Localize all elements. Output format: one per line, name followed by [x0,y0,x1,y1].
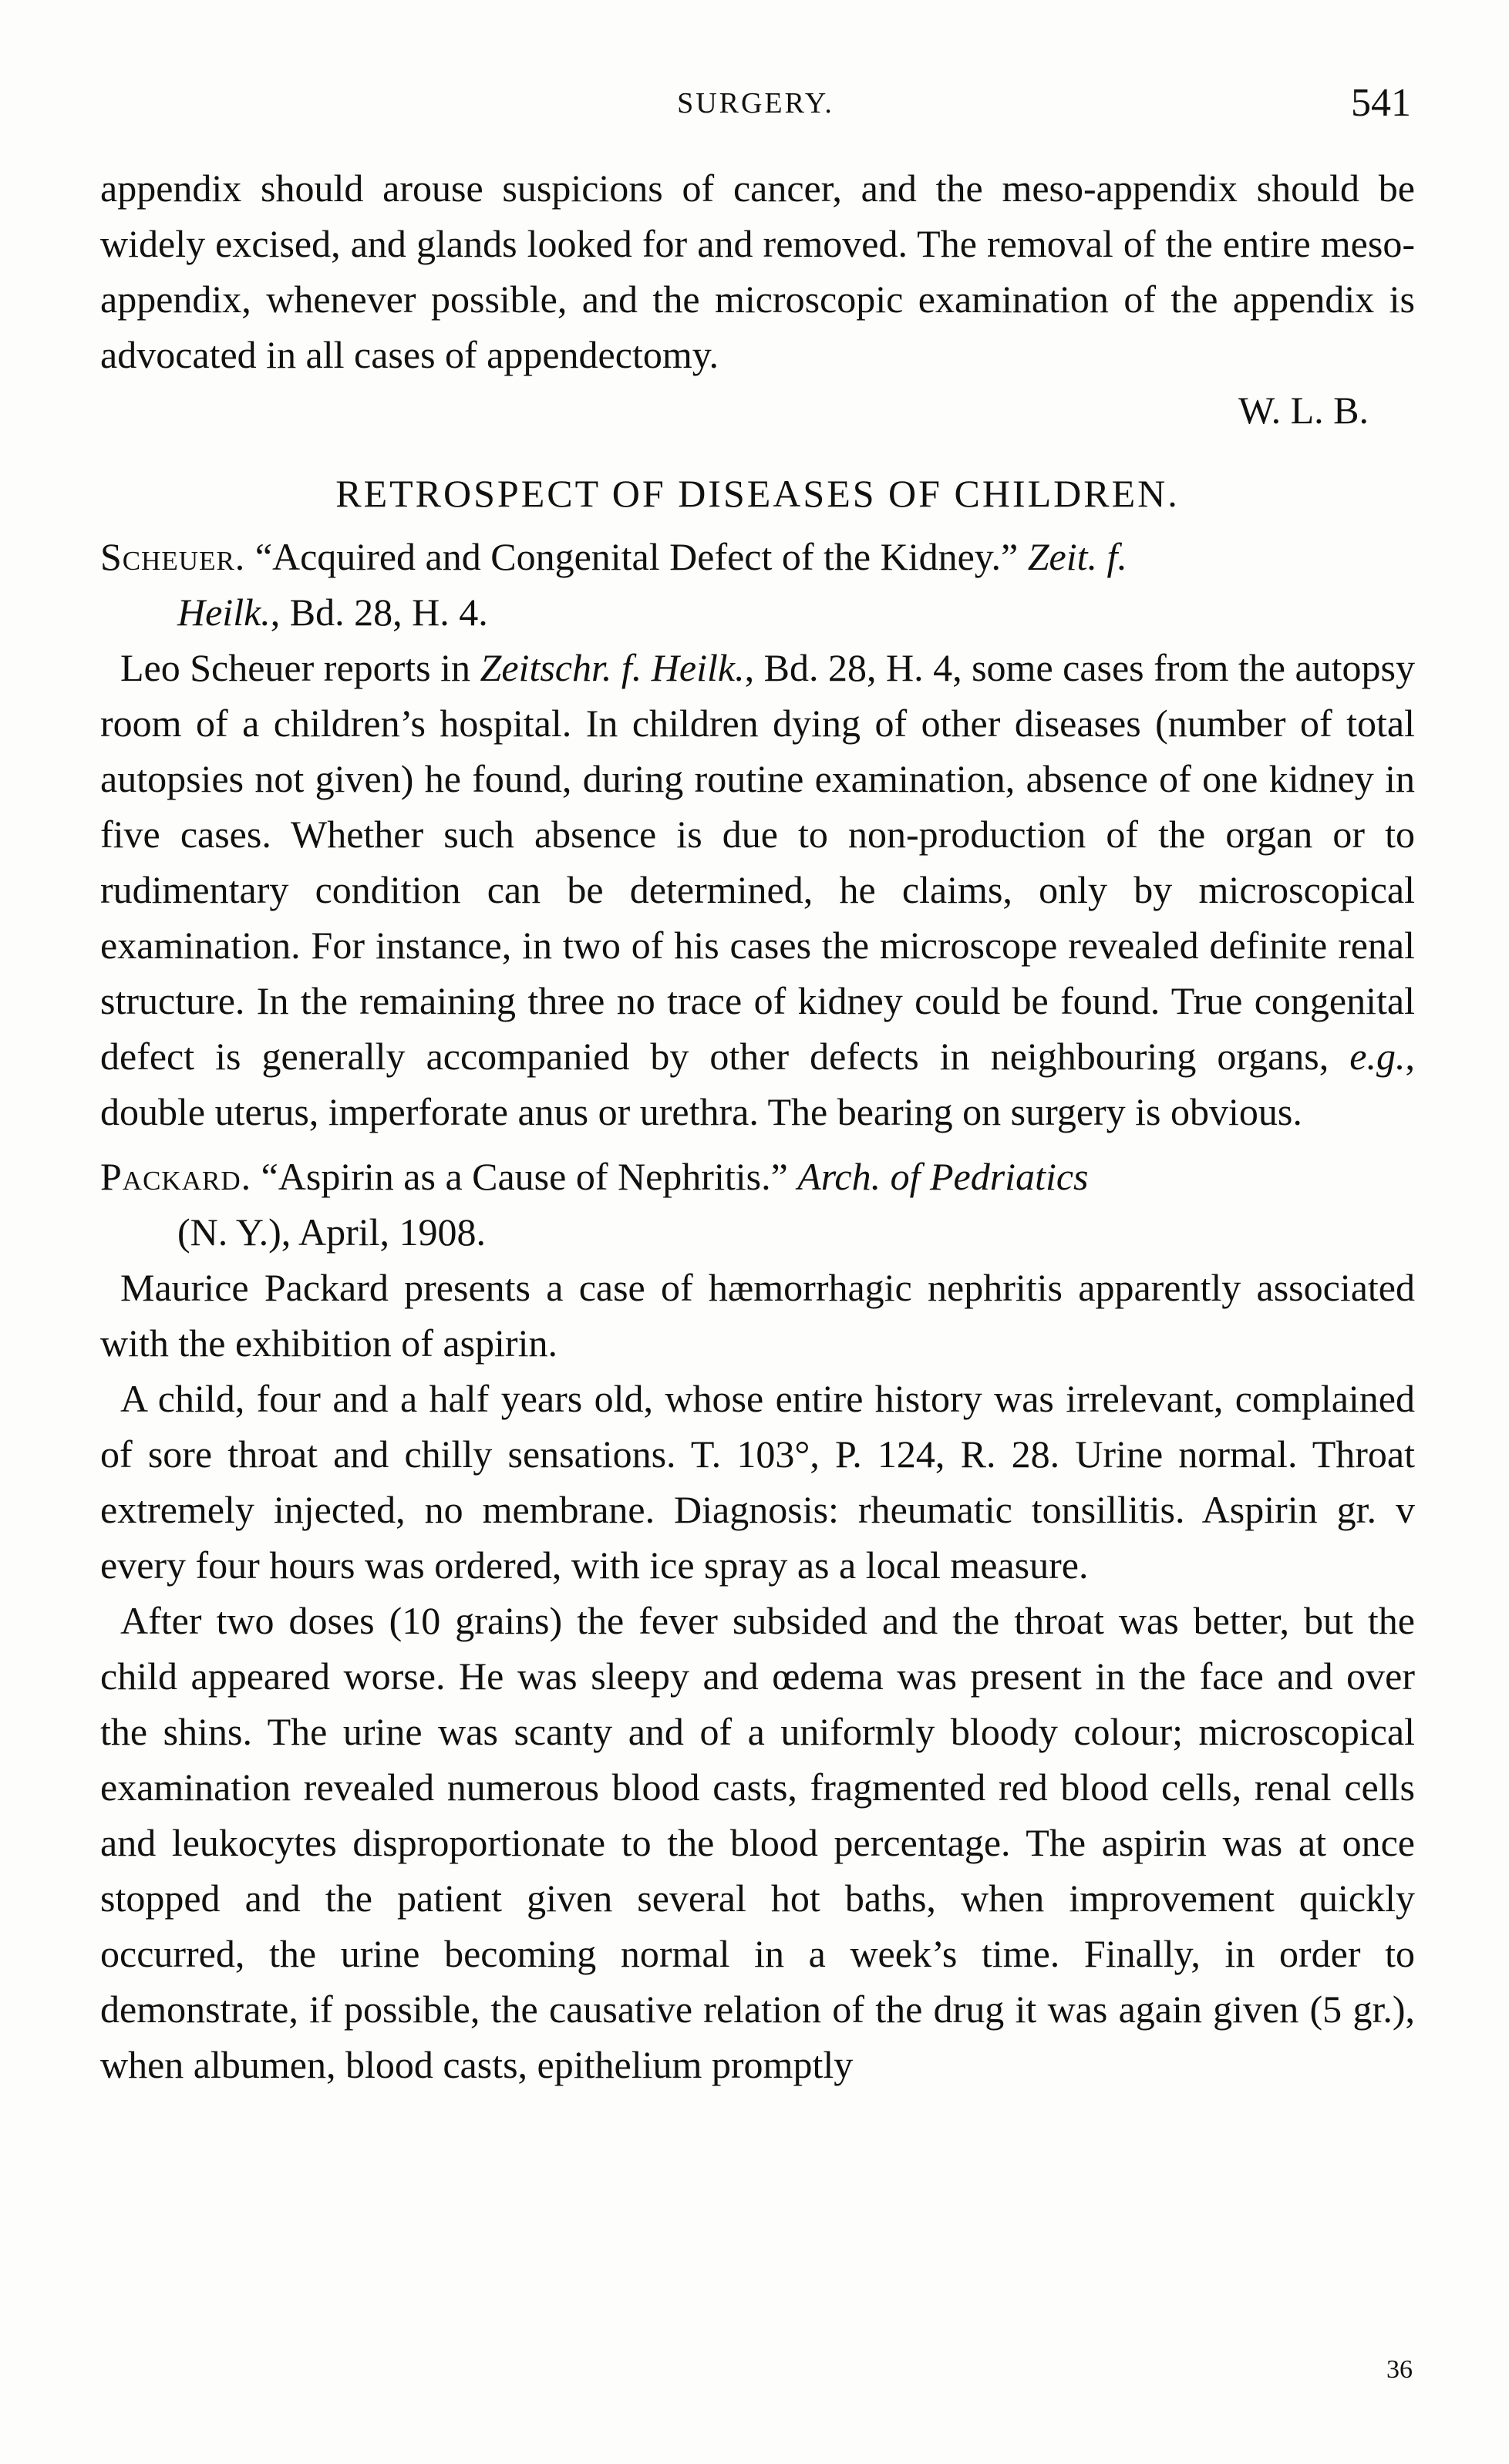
citation-scheuer [100,529,1415,640]
running-title: SURGERY. [677,87,834,119]
paragraph-scheuer [100,640,1415,1139]
author-initials: W. L. B. [1238,389,1369,432]
running-head [100,80,1411,142]
paragraph-continuation: appendix should arouse suspicions of cancer, and the meso-appendix should be widely excised, and glands looked for and removed. The removal of the entire meso-appendix, whenever possible, and the microscopic examination of the appendix is advocated in all cases of appendectomy. [100,167,1415,376]
text-run: , Bd. 28, H. 4, some cases from the autopsy room of a children’s hospital. In children dying of other diseases (number of total autopsies not given) he found, during routine examination, absence of one kidney in five cases. Whether such absence is due to non-production of the organ or to rudimentary condition can be determined, he claims, only by microscopical examination. For instance, in two of his cases the microscope revealed definite renal structure. In the remaining three no trace of kidney could be found. True congenital defect is generally accompanied by other defects in neighbouring organs, [100,646,1415,1078]
abbrev-eg: e.g. [1349,1035,1406,1078]
citation-journal-cont: Heilk. [177,591,271,634]
paragraph-case-course: After two doses (10 grains) the fever subsided and the throat was better, but the child appeared worse. He was sleepy and œdema was present in the face and over the shins. The urine was scanty and of a uniformly bloody colour; microscopical examination revealed numerous blood casts, fragmented red blood cells, renal cells and leukocytes disproportionate to the blood percentage. The aspirin was at once stopped and the patient given several hot baths, when improvement quickly occurred, the urine becoming normal in a week’s time. Finally, in order to demonstrate, if possible, the causative relation of the drug it was again given (5 gr.), when albumen, blood casts, epithelium promptly [100,1599,1415,2086]
citation-volume: , Bd. 28, H. 4. [270,591,488,634]
citation-author: Scheuer. [100,535,246,578]
body-text [100,160,1415,2092]
citation-title: “Aspirin as a Cause of Nephritis.” [261,1155,788,1198]
citation-journal: Zeit. f. [1027,535,1127,578]
spacer [100,1139,1415,1149]
citation-journal: Arch. of Pedriatics [797,1155,1089,1198]
signature-mark: 36 [1386,2355,1413,2384]
citation-journal-line [100,584,1415,640]
page-number: 541 [1351,81,1411,125]
text-run: , double uterus, imperforate anus or urethra. The bearing on surgery is obvious. [100,1035,1415,1133]
citation-author: Packard. [100,1155,252,1198]
section-heading: RETROSPECT OF DISEASES OF CHILDREN. [335,472,1180,515]
citation-title: “Acquired and Congenital Defect of the Kidney.” [254,535,1019,578]
paragraph-case-history: A child, four and a half years old, whose entire history was irrelevant, complained of sore throat and chilly sensations. T. 103°, P. 124, R. 28. Urine normal. Throat extremely injected, no membrane. Diagnosis: rheumatic tonsillitis. Aspirin gr. v every four hours was ordered, with ice spray as a local measure. [100,1377,1415,1587]
citation-packard [100,1149,1415,1260]
text-run: Leo Scheuer reports in [120,646,480,689]
paragraph-packard-intro: Maurice Packard presents a case of hæmorrhagic nephritis apparently associated with the exhibition of aspirin. [100,1266,1415,1365]
journal-ref: Zeitschr. f. Heilk. [480,646,745,689]
citation-location: (N. Y.), April, 1908. [177,1210,486,1254]
